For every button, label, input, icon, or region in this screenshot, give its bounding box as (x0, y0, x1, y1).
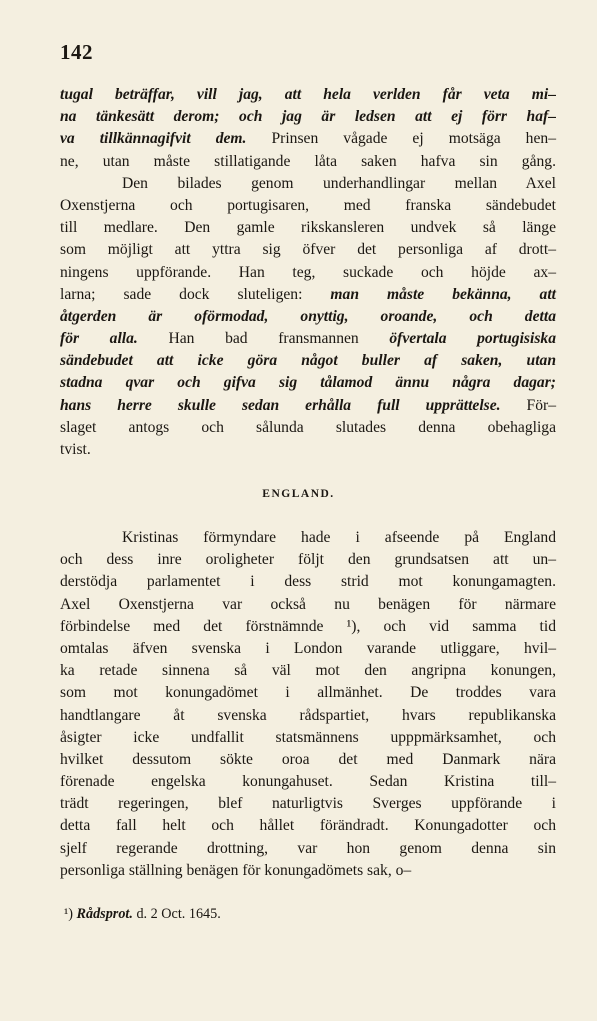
text-run: Prinsen vågade ej motsäga hen– (246, 130, 556, 148)
text-run: som möjligt att yttra sig öfver det personliga af drott– (60, 241, 556, 259)
text-run: slaget antogs och sålunda slutades denna obehagliga (60, 418, 556, 436)
text-run: Den bilades genom underhandlingar mellan Axel (122, 174, 556, 192)
italic-text: hans herre skulle sedan erhålla full upprättelse. (60, 396, 501, 414)
text-run: derstödja parlamentet i dess strid mot konungamagten. (60, 573, 556, 591)
text-line (60, 705, 556, 727)
text-run: förenade engelska konungahuset. Sedan Kristina till– (60, 773, 556, 791)
text-line (60, 793, 556, 815)
text-run: ningens uppförande. Han teg, suckade och höjde ax– (60, 263, 556, 281)
text-run: förbindelse med det förstnämnde ¹), och vid samma tid (60, 617, 556, 635)
text-line (60, 594, 556, 616)
text-line (60, 571, 556, 593)
text-run: sjelf regerande drottning, var hon genom denna sin (60, 839, 556, 857)
text-run: ne, utan måste stillatigande låta saken hafva sin gång. (60, 152, 556, 170)
text-run: larna; sade dock sluteligen: (60, 285, 331, 303)
italic-text: man måste bekänna, att (330, 285, 557, 303)
text-line (60, 106, 556, 128)
italic-text: va tillkännagifvit dem. (60, 130, 247, 148)
text-run: till medlare. Den gamle rikskansleren undvek så länge (60, 219, 556, 237)
text-line (60, 616, 556, 638)
text-line (60, 239, 556, 261)
text-run: hvilket dessutom sökte oroa det med Danmark nära (60, 750, 556, 768)
footnote (64, 906, 221, 923)
text-line (60, 549, 556, 571)
text-run: detta fall helt och hållet förändradt. Konungadotter och (60, 817, 556, 835)
paragraph-england (60, 527, 556, 882)
text-run: och dess inre oroligheter följt den grundsatsen att un– (60, 551, 556, 569)
text-run: tvist. (60, 441, 91, 458)
text-run: Oxenstjerna och portugisaren, med franska sändebudet (60, 196, 556, 214)
text-line (60, 638, 556, 660)
text-line (60, 173, 556, 195)
footnote-mark: ¹) (64, 906, 73, 922)
italic-text: åtgerden är oförmodad, onyttig, oroande, och detta (60, 307, 556, 325)
footnote-source: Rådsprot. (76, 906, 133, 922)
page-number: 142 (60, 40, 93, 64)
text-line (60, 727, 556, 749)
text-line (60, 439, 556, 461)
text-line (60, 682, 556, 704)
text-line (60, 838, 556, 860)
text-line (60, 128, 556, 150)
section-heading: ENGLAND. (262, 488, 335, 500)
footnote-detail: d. 2 Oct. 1645. (132, 906, 221, 922)
text-run: som mot konungadömet i allmänhet. De troddes vara (60, 684, 556, 702)
text-line (60, 284, 556, 306)
text-run: För– (500, 396, 556, 414)
text-line (60, 660, 556, 682)
text-line (60, 151, 556, 173)
text-run: personliga ställning benägen för konungadömets sak, o– (60, 861, 412, 879)
text-line (60, 395, 556, 417)
italic-text: stadna qvar och gifva sig tålamod ännu några dagar; (60, 374, 556, 392)
italic-text: öfvertala portugisiska (389, 330, 556, 348)
text-line (60, 306, 556, 328)
text-line (60, 771, 556, 793)
text-line (60, 815, 556, 837)
text-run: handtlangare åt svenska rådspartiet, hvars republikanska (60, 706, 556, 724)
italic-text: tugal beträffar, vill jag, att hela verlden får veta mi– (60, 86, 556, 103)
text-line (60, 84, 556, 106)
text-line (60, 417, 556, 439)
text-line (60, 195, 556, 217)
text-line (60, 860, 556, 882)
text-line (60, 217, 556, 239)
text-line (60, 328, 556, 350)
text-run: omtalas äfven svenska i London varande utliggare, hvil– (60, 639, 556, 657)
italic-text: för alla. (60, 330, 138, 348)
italic-text: na tänkesätt derom; och jag är ledsen att ej förr haf– (60, 108, 556, 126)
text-run: Han bad fransmannen (137, 330, 390, 348)
text-line (60, 372, 556, 394)
paragraph-continued (60, 84, 556, 461)
text-run: åsigter icke undfallit statsmännens upppmärksamhet, och (60, 728, 556, 746)
text-run: Axel Oxenstjerna var också nu benägen för närmare (60, 595, 556, 613)
italic-text: sändebudet att icke göra något buller af saken, utan (60, 352, 556, 370)
text-line (60, 262, 556, 284)
text-line (60, 350, 556, 372)
text-run: Kristinas förmyndare hade i afseende på England (122, 529, 556, 546)
text-line (60, 749, 556, 771)
text-run: trädt regeringen, blef naturligtvis Sverges uppförande i (60, 795, 556, 813)
text-line (60, 527, 556, 549)
text-run: ka retade sinnena så väl mot den angripna konungen, (60, 662, 556, 680)
